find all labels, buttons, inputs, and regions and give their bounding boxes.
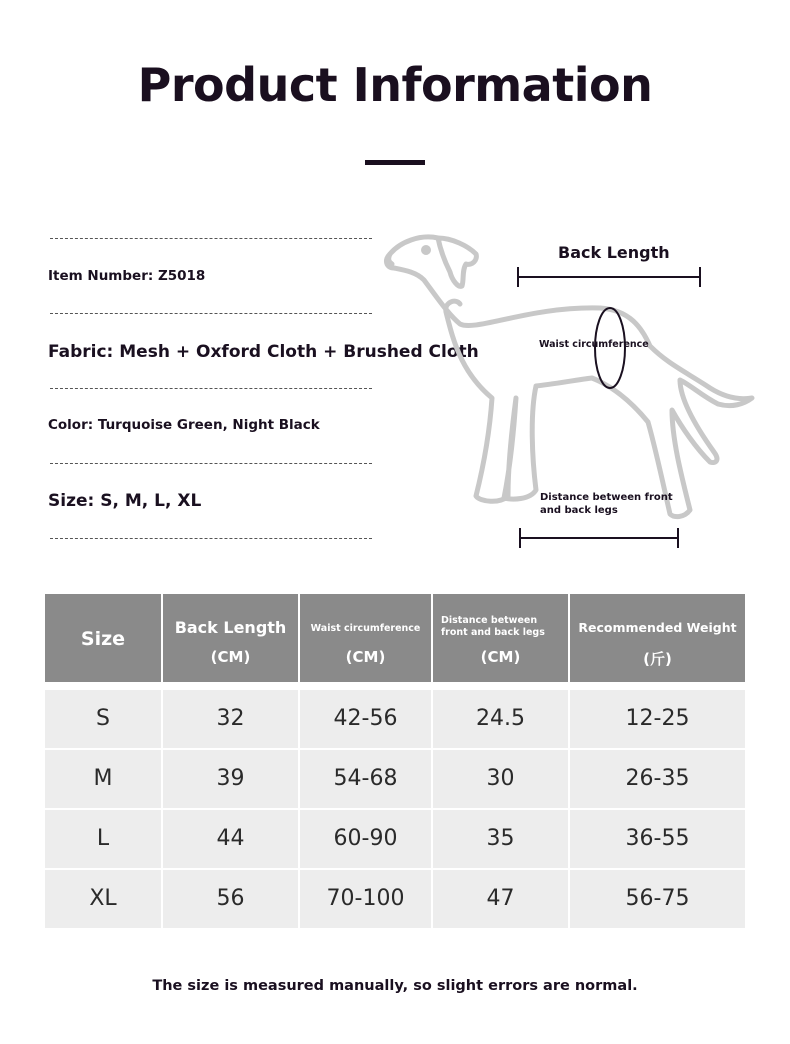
divider [50,388,372,389]
table-row [45,750,745,808]
item-number: Item Number: Z5018 [48,268,206,284]
color: Color: Turquoise Green, Night Black [48,417,320,433]
cell-weight: 12-25 [625,706,690,731]
title-underline [365,160,425,165]
header-weight: Recommended Weight (斤) [578,620,737,668]
cell-size: L [45,810,163,868]
divider [50,538,372,539]
leg-distance-marker [520,528,678,548]
cell-leg-distance: 30 [433,750,570,808]
divider [50,313,372,314]
cell-size: M [45,750,163,808]
cell-waist: 54-68 [300,750,433,808]
header-waist: Waist circumference (CM) [300,594,433,682]
divider [50,463,372,464]
page-title: Product Information [137,58,653,112]
cell-back-length: 56 [163,870,300,928]
size: Size: S, M, L, XL [48,491,202,511]
cell-waist: 70-100 [300,870,433,928]
cell-leg-distance: 35 [433,810,570,868]
cell-size: XL [45,870,163,928]
header-leg-distance: Distance between front and back legs (CM) [433,594,570,682]
cell-weight: 56-75 [625,886,690,911]
cell-weight: 26-35 [625,766,690,791]
cell-waist: 60-90 [300,810,433,868]
legs-label-line2: and back legs [540,505,618,516]
divider [50,238,372,239]
cell-waist: 42-56 [300,690,433,748]
size-table [45,594,745,928]
header-back-length: Back Length (CM) [163,594,300,682]
back-length-marker [518,267,700,287]
table-row [45,870,745,928]
back-length-label: Back Length [558,243,670,262]
table-row [45,690,745,748]
footnote: The size is measured manually, so slight errors are normal. [152,978,638,994]
cell-back-length: 44 [163,810,300,868]
cell-leg-distance: 24.5 [433,690,570,748]
table-row [45,810,745,868]
table-header [45,594,745,682]
cell-size: S [45,690,163,748]
cell-leg-distance: 47 [433,870,570,928]
cell-weight: 36-55 [625,826,690,851]
header-size: Size [45,594,163,682]
waist-label: Waist circumference [539,339,649,350]
dog-outline-icon [387,237,752,517]
legs-label-line1: Distance between front [540,492,673,503]
cell-back-length: 32 [163,690,300,748]
cell-back-length: 39 [163,750,300,808]
fabric: Fabric: Mesh + Oxford Cloth + Brushed Cloth [48,342,479,362]
